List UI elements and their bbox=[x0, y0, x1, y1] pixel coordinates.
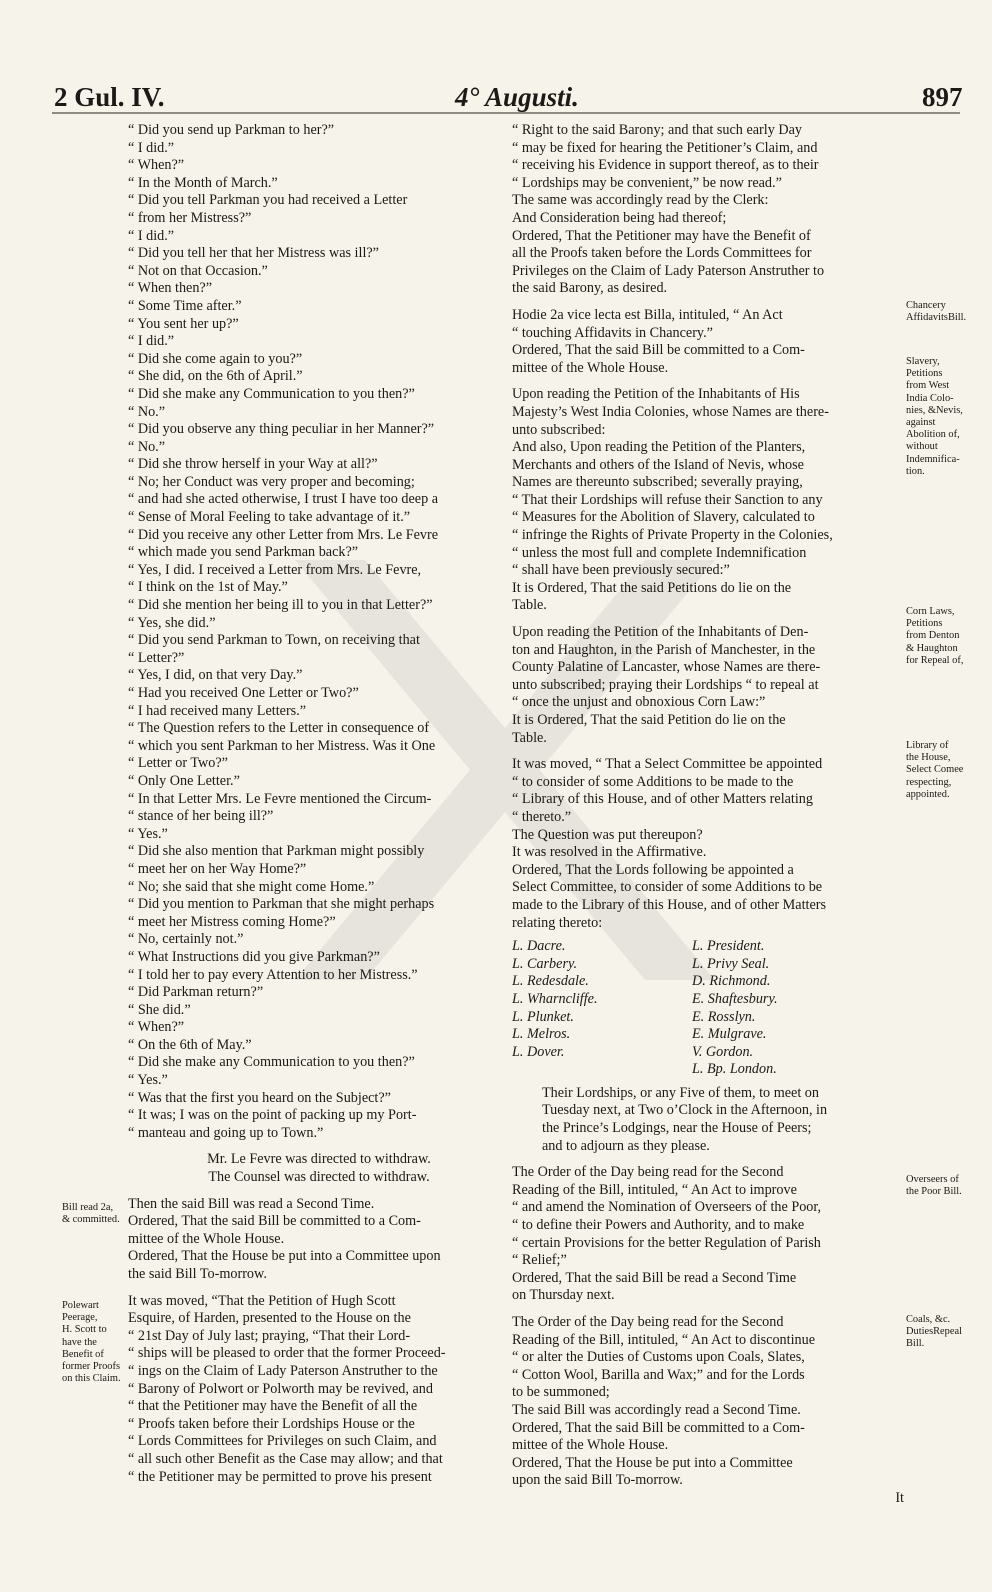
text-line: Ordered, That the said Bill be committed to a Com- bbox=[512, 342, 805, 359]
text-line: “ Letter or Two?” bbox=[128, 755, 228, 772]
text-line: the said Barony, as desired. bbox=[512, 280, 668, 297]
text-line: “ No; she said that she might come Home.” bbox=[128, 878, 375, 895]
polwarth-motion bbox=[128, 1293, 510, 1487]
text-line: L. Bp. London. bbox=[692, 1061, 777, 1078]
header-page-number: 897 bbox=[922, 82, 963, 112]
text-line: from West bbox=[906, 380, 950, 392]
text-line: Ordered, That the said Bill be committed to a Com- bbox=[512, 1419, 805, 1436]
text-line: “ The Question refers to the Letter in consequence of bbox=[128, 720, 430, 737]
text-line: L. Plunket. bbox=[512, 1008, 574, 1025]
bill-second-reading bbox=[128, 1196, 510, 1284]
text-line: “ What Instructions did you give Parkman?” bbox=[128, 948, 380, 965]
text-line: Petitions bbox=[906, 618, 943, 630]
text-line: “ Did she make any Communication to you then?” bbox=[128, 1054, 415, 1071]
text-line: E. Rosslyn. bbox=[692, 1008, 756, 1025]
text-line: “ Did you tell her that her Mistress was ill?” bbox=[128, 245, 379, 262]
text-line: It was moved, “ That a Select Committee be appointed bbox=[512, 756, 823, 773]
lords-column-2 bbox=[692, 938, 778, 1079]
text-line: mittee of the Whole House. bbox=[512, 359, 669, 376]
text-line: “ to consider of some Additions to be made to the bbox=[512, 773, 794, 790]
text-line: L. Privy Seal. bbox=[692, 955, 770, 972]
text-line: “ receiving his Evidence in support thereof, as to their bbox=[512, 157, 819, 174]
text-line: “ ings on the Claim of Lady Paterson Anstruther to the bbox=[128, 1362, 438, 1379]
text-line: “ touching Affidavits in Chancery.” bbox=[512, 324, 713, 341]
text-line: County Palatine of Lancaster, whose Names are there- bbox=[512, 659, 821, 676]
slavery-petitions bbox=[512, 386, 904, 615]
text-line: L. Dover. bbox=[512, 1043, 565, 1060]
text-line: mittee of the Whole House. bbox=[512, 1437, 669, 1454]
text-line: Ordered, That the Lords following be appointed a bbox=[512, 861, 794, 878]
text-line: E. Shaftesbury. bbox=[692, 990, 778, 1007]
text-line: “ Did she make any Communication to you then?” bbox=[128, 385, 415, 402]
text-line: “ shall have been previously secured:” bbox=[512, 562, 730, 579]
text-line: “ Some Time after.” bbox=[128, 297, 242, 314]
text-line: Esquire, of Harden, presented to the House on the bbox=[128, 1310, 411, 1327]
text-line: appointed. bbox=[906, 788, 950, 800]
text-line: Ordered, That the House be put into a Committee bbox=[512, 1454, 793, 1471]
margin-note-bill-read bbox=[62, 1202, 120, 1226]
text-line: “ 21st Day of July last; praying, “That their Lord- bbox=[128, 1327, 411, 1344]
text-line: Table. bbox=[512, 597, 547, 614]
text-line: Library of bbox=[906, 740, 949, 751]
text-line: without bbox=[906, 441, 938, 453]
text-line: relating thereto: bbox=[512, 914, 603, 931]
text-line: “ from her Mistress?” bbox=[128, 209, 252, 226]
text-line: “ and amend the Nomination of Overseers of the Poor, bbox=[512, 1199, 822, 1216]
text-line: Reading of the Bill, intituled, “ An Act to discontinue bbox=[512, 1331, 816, 1348]
margin-note-overseers bbox=[906, 1174, 962, 1198]
header-regnal-year: 2 Gul. IV. bbox=[54, 82, 165, 112]
text-line: It was moved, “That the Petition of Hugh Scott bbox=[128, 1292, 396, 1309]
text-line: “ Measures for the Abolition of Slavery, calculated to bbox=[512, 509, 815, 526]
testimony-block bbox=[128, 122, 510, 1142]
catchword: It bbox=[895, 1489, 904, 1506]
text-line: “ Letter?” bbox=[128, 649, 185, 666]
coals-duties-bill bbox=[512, 1314, 904, 1490]
text-line: “ In the Month of March.” bbox=[128, 174, 278, 191]
text-line: “ Only One Letter.” bbox=[128, 772, 240, 789]
text-line: “ No.” bbox=[128, 438, 166, 455]
text-line: “ Did you observe any thing peculiar in her Manner?” bbox=[128, 421, 435, 438]
text-line: “ I told her to pay every Attention to her Mistress.” bbox=[128, 966, 418, 983]
text-line: “ Proofs taken before their Lordships House or the bbox=[128, 1415, 415, 1432]
text-line: It was resolved in the Affirmative. bbox=[512, 844, 707, 861]
text-line: Names are thereunto subscribed; severally praying, bbox=[512, 474, 803, 491]
text-line: It is Ordered, That the said Petition do lie on the bbox=[512, 712, 786, 728]
text-line: “ or alter the Duties of Customs upon Coals, Slates, bbox=[512, 1349, 805, 1366]
text-line: “ Lordships may be convenient,” be now read.” bbox=[512, 174, 782, 191]
text-line: unto subscribed; praying their Lordships “ to repeal at bbox=[512, 676, 819, 693]
text-line: “ It was; I was on the point of packing up my Port- bbox=[128, 1107, 417, 1124]
text-line: Indemnifica- bbox=[906, 453, 960, 465]
text-line: & Haughton bbox=[906, 642, 958, 654]
text-line: on Thursday next. bbox=[512, 1287, 615, 1304]
header-date: 4° Augusti. bbox=[455, 82, 579, 112]
text-line: Select Comee bbox=[906, 764, 964, 776]
text-line: “ infringe the Rights of Private Property in the Colonies, bbox=[512, 527, 833, 544]
committee-lords-list bbox=[512, 938, 904, 1079]
text-line: “ On the 6th of May.” bbox=[128, 1036, 252, 1053]
text-line: Ordered, That the said Bill be read a Second Time bbox=[512, 1269, 797, 1286]
text-line: “ Did she come again to you?” bbox=[128, 350, 303, 367]
text-line: The Counsel was directed to withdraw. bbox=[208, 1169, 430, 1186]
text-line: “ certain Provisions for the better Regulation of Parish bbox=[512, 1234, 821, 1251]
text-line: “ Library of this House, and of other Matters relating bbox=[512, 791, 813, 808]
text-line: “ I did.” bbox=[128, 333, 175, 350]
text-line: “ and had she acted otherwise, I trust I have too deep a bbox=[128, 491, 439, 508]
text-line: “ Yes, she did.” bbox=[128, 614, 216, 631]
text-line: “ Was that the first you heard on the Subject?” bbox=[128, 1089, 391, 1106]
polwarth-continuation bbox=[512, 122, 904, 298]
text-line: to be summoned; bbox=[512, 1384, 610, 1401]
text-line: Mr. Le Fevre was directed to withdraw. bbox=[207, 1151, 431, 1168]
margin-note-corn bbox=[906, 606, 963, 667]
text-line: unto subscribed: bbox=[512, 421, 606, 438]
text-line: the House, bbox=[906, 752, 951, 764]
text-line: Bill. bbox=[906, 1338, 925, 1350]
text-line: It is Ordered, That the said Petitions do lie on the bbox=[512, 579, 792, 596]
text-line: Slavery, bbox=[906, 356, 940, 367]
text-line: And Consideration being had thereof; bbox=[512, 209, 727, 226]
text-line: L. Dacre. bbox=[512, 938, 566, 955]
text-line: Corn Laws, bbox=[906, 606, 955, 617]
text-line: Petitions bbox=[906, 368, 943, 380]
margin-note-coals bbox=[906, 1314, 962, 1351]
text-line: for Repeal of, bbox=[906, 654, 964, 666]
text-line: “ In that Letter Mrs. Le Fevre mentioned the Circum- bbox=[128, 790, 432, 807]
left-column bbox=[128, 122, 510, 1486]
text-line: “ thereto.” bbox=[512, 808, 572, 825]
text-line: Abolition of, bbox=[906, 429, 960, 441]
text-line: Overseers of bbox=[906, 1174, 959, 1185]
text-line: “ meet her on her Way Home?” bbox=[128, 860, 307, 877]
text-line: And also, Upon reading the Petition of the Planters, bbox=[512, 439, 806, 456]
text-line: Ordered, That the Petitioner may have the Benefit of bbox=[512, 227, 811, 244]
text-line: “ that the Petitioner may have the Benefit of all the bbox=[128, 1398, 418, 1415]
text-line: “ She did.” bbox=[128, 1001, 191, 1018]
text-line: H. Scott to bbox=[62, 1324, 107, 1336]
text-line: The said Bill was accordingly read a Second Time. bbox=[512, 1401, 801, 1418]
text-line: former Proofs bbox=[62, 1361, 121, 1373]
text-line: “ Not on that Occasion.” bbox=[128, 262, 268, 279]
text-line: “ No, certainly not.” bbox=[128, 931, 244, 948]
text-line: the Prince’s Lodgings, near the House of Peers; bbox=[542, 1120, 812, 1137]
margin-note-library bbox=[906, 740, 963, 801]
text-line: on this Claim. bbox=[62, 1373, 121, 1385]
text-line: “ I had received many Letters.” bbox=[128, 702, 307, 719]
text-line: Then the said Bill was read a Second Time. bbox=[128, 1195, 375, 1212]
text-line: ton and Haughton, in the Parish of Manchester, in the bbox=[512, 641, 816, 658]
text-line: Tuesday next, at Two o’Clock in the Afternoon, in bbox=[542, 1102, 828, 1119]
text-line: “ Yes, I did. I received a Letter from Mrs. Le Fevre, bbox=[128, 561, 422, 578]
margin-note-polewart bbox=[62, 1300, 121, 1385]
text-line: “ Did you mention to Parkman that she might perhaps bbox=[128, 896, 435, 913]
text-line: the Poor Bill. bbox=[906, 1186, 962, 1198]
text-line: Majesty’s West India Colonies, whose Names are there- bbox=[512, 403, 829, 420]
text-line: “ Did she also mention that Parkman might possibly bbox=[128, 843, 425, 860]
text-line: from Denton bbox=[906, 630, 960, 642]
text-line: “ ships will be pleased to order that the former Proceed- bbox=[128, 1345, 446, 1362]
text-line: The Order of the Day being read for the Second bbox=[512, 1314, 784, 1330]
text-line: “ Cotton Wool, Barilla and Wax;” and for the Lords bbox=[512, 1366, 805, 1383]
committee-meeting bbox=[512, 1085, 904, 1155]
text-line: “ No; her Conduct was very proper and becoming; bbox=[128, 473, 415, 490]
lords-column-1 bbox=[512, 938, 692, 1079]
text-line: L. Carbery. bbox=[512, 955, 578, 972]
withdrawal-notices bbox=[128, 1151, 510, 1186]
text-line: Hodie 2a vice lecta est Billa, intituled, “ An Act bbox=[512, 306, 783, 323]
text-line: Reading of the Bill, intituled, “ An Act to improve bbox=[512, 1181, 797, 1198]
text-line: “ Right to the said Barony; and that such early Day bbox=[512, 122, 802, 138]
text-line: upon the said Bill To-morrow. bbox=[512, 1472, 683, 1489]
text-line: Polewart bbox=[62, 1300, 99, 1311]
text-line: & committed. bbox=[62, 1214, 120, 1226]
chancery-affidavits bbox=[512, 307, 904, 377]
text-line: “ once the unjust and obnoxious Corn Law:” bbox=[512, 694, 766, 711]
text-line: “ Relief;” bbox=[512, 1252, 567, 1269]
overseers-bill bbox=[512, 1164, 904, 1305]
text-line: “ Yes, I did, on that very Day.” bbox=[128, 667, 303, 684]
text-line: tion. bbox=[906, 465, 925, 477]
text-line: “ meet her Mistress coming Home?” bbox=[128, 913, 336, 930]
text-line: “ Yes.” bbox=[128, 825, 168, 842]
library-committee bbox=[512, 756, 904, 932]
text-line: “ Yes.” bbox=[128, 1072, 168, 1089]
text-line: Select Committee, to consider of some Additions to be bbox=[512, 879, 823, 896]
text-line: Privileges on the Claim of Lady Paterson Anstruther to bbox=[512, 262, 825, 279]
text-line: Upon reading the Petition of the Inhabitants of Den- bbox=[512, 624, 809, 641]
text-line: “ When?” bbox=[128, 157, 185, 174]
text-line: “ When?” bbox=[128, 1019, 185, 1036]
text-line: Bill read 2a, bbox=[62, 1202, 114, 1213]
text-line: and to adjourn as they please. bbox=[542, 1137, 710, 1154]
text-line: “ all such other Benefit as the Case may allow; and that bbox=[128, 1450, 443, 1467]
text-line: L. Redesdale. bbox=[512, 973, 589, 990]
text-line: Their Lordships, or any Five of them, to meet on bbox=[542, 1084, 819, 1101]
text-line: L. President. bbox=[692, 938, 765, 955]
text-line: Merchants and others of the Island of Nevis, whose bbox=[512, 456, 804, 473]
text-line: against bbox=[906, 417, 936, 429]
text-line: L. Wharncliffe. bbox=[512, 990, 598, 1007]
text-line: “ She did, on the 6th of April.” bbox=[128, 368, 303, 385]
text-line: “ may be fixed for hearing the Petitioner’s Claim, and bbox=[512, 139, 818, 156]
text-line: “ Did Parkman return?” bbox=[128, 984, 264, 1001]
text-line: “ Barony of Polwort or Polworth may be revived, and bbox=[128, 1380, 433, 1397]
text-line: DutiesRepeal bbox=[906, 1326, 962, 1338]
text-line: The Question was put thereupon? bbox=[512, 826, 703, 843]
text-line: D. Richmond. bbox=[692, 973, 771, 990]
text-line: “ which you sent Parkman to her Mistress. Was it One bbox=[128, 737, 436, 754]
margin-note-slavery bbox=[906, 356, 963, 478]
corn-law-petition bbox=[512, 624, 904, 747]
text-line: The Order of the Day being read for the Second bbox=[512, 1164, 784, 1181]
text-line: “ No.” bbox=[128, 403, 166, 420]
text-line: “ Did you receive any other Letter from Mrs. Le Fevre bbox=[128, 526, 439, 543]
text-line: “ Lords Committees for Privileges on such Claim, and bbox=[128, 1433, 437, 1450]
text-line: “ I think on the 1st of May.” bbox=[128, 579, 288, 596]
text-line: “ I did.” bbox=[128, 227, 175, 244]
text-line: made to the Library of this House, and of other Matters bbox=[512, 896, 827, 913]
text-line: V. Gordon. bbox=[692, 1043, 754, 1060]
text-line: Coals, &c. bbox=[906, 1314, 951, 1325]
text-line: Chancery bbox=[906, 300, 946, 311]
text-line: “ to define their Powers and Authority, and to make bbox=[512, 1217, 805, 1234]
text-line: Benefit of bbox=[62, 1348, 104, 1360]
text-line: “ Sense of Moral Feeling to take advantage of it.” bbox=[128, 509, 411, 526]
text-line: “ You sent her up?” bbox=[128, 315, 239, 332]
text-line: “ unless the most full and complete Indemnification bbox=[512, 544, 807, 561]
margin-note-chancery bbox=[906, 300, 966, 324]
text-line: Table. bbox=[512, 729, 547, 746]
text-line: Ordered, That the House be put into a Committee upon bbox=[128, 1248, 441, 1265]
text-line: have the bbox=[62, 1336, 97, 1348]
text-line: Upon reading the Petition of the Inhabitants of His bbox=[512, 386, 800, 403]
right-column bbox=[512, 122, 904, 1508]
text-line: “ manteau and going up to Town.” bbox=[128, 1124, 324, 1141]
text-line: “ Did you send Parkman to Town, on receiving that bbox=[128, 632, 420, 649]
text-line: AffidavitsBill. bbox=[906, 312, 967, 324]
text-line: L. Melros. bbox=[512, 1026, 571, 1043]
text-line: “ Did she mention her being ill to you in that Letter?” bbox=[128, 597, 433, 614]
text-line: The same was accordingly read by the Clerk: bbox=[512, 192, 769, 209]
text-line: “ That their Lordships will refuse their Sanction to any bbox=[512, 491, 823, 508]
text-line: E. Mulgrave. bbox=[692, 1026, 767, 1043]
text-line: “ stance of her being ill?” bbox=[128, 808, 274, 825]
text-line: India Colo- bbox=[906, 392, 954, 404]
text-line: “ I did.” bbox=[128, 139, 175, 156]
text-line: mittee of the Whole House. bbox=[128, 1230, 285, 1247]
text-line: nies, &Nevis, bbox=[906, 404, 963, 416]
text-line: “ When then?” bbox=[128, 280, 213, 297]
text-line: Peerage, bbox=[62, 1312, 98, 1324]
text-line: respecting, bbox=[906, 776, 952, 788]
text-line: “ Had you received One Letter or Two?” bbox=[128, 685, 359, 701]
text-line: “ Did you tell Parkman you had received a Letter bbox=[128, 192, 408, 209]
text-line: “ the Petitioner may be permitted to prove his present bbox=[128, 1468, 432, 1485]
text-line: “ Did you send up Parkman to her?” bbox=[128, 122, 335, 138]
text-line: the said Bill To-morrow. bbox=[128, 1266, 267, 1282]
text-line: “ which made you send Parkman back?” bbox=[128, 544, 359, 561]
text-line: Ordered, That the said Bill be committed to a Com- bbox=[128, 1213, 421, 1230]
text-line: “ Did she throw herself in your Way at all?” bbox=[128, 456, 378, 473]
text-line: all the Proofs taken before the Lords Committees for bbox=[512, 245, 812, 262]
